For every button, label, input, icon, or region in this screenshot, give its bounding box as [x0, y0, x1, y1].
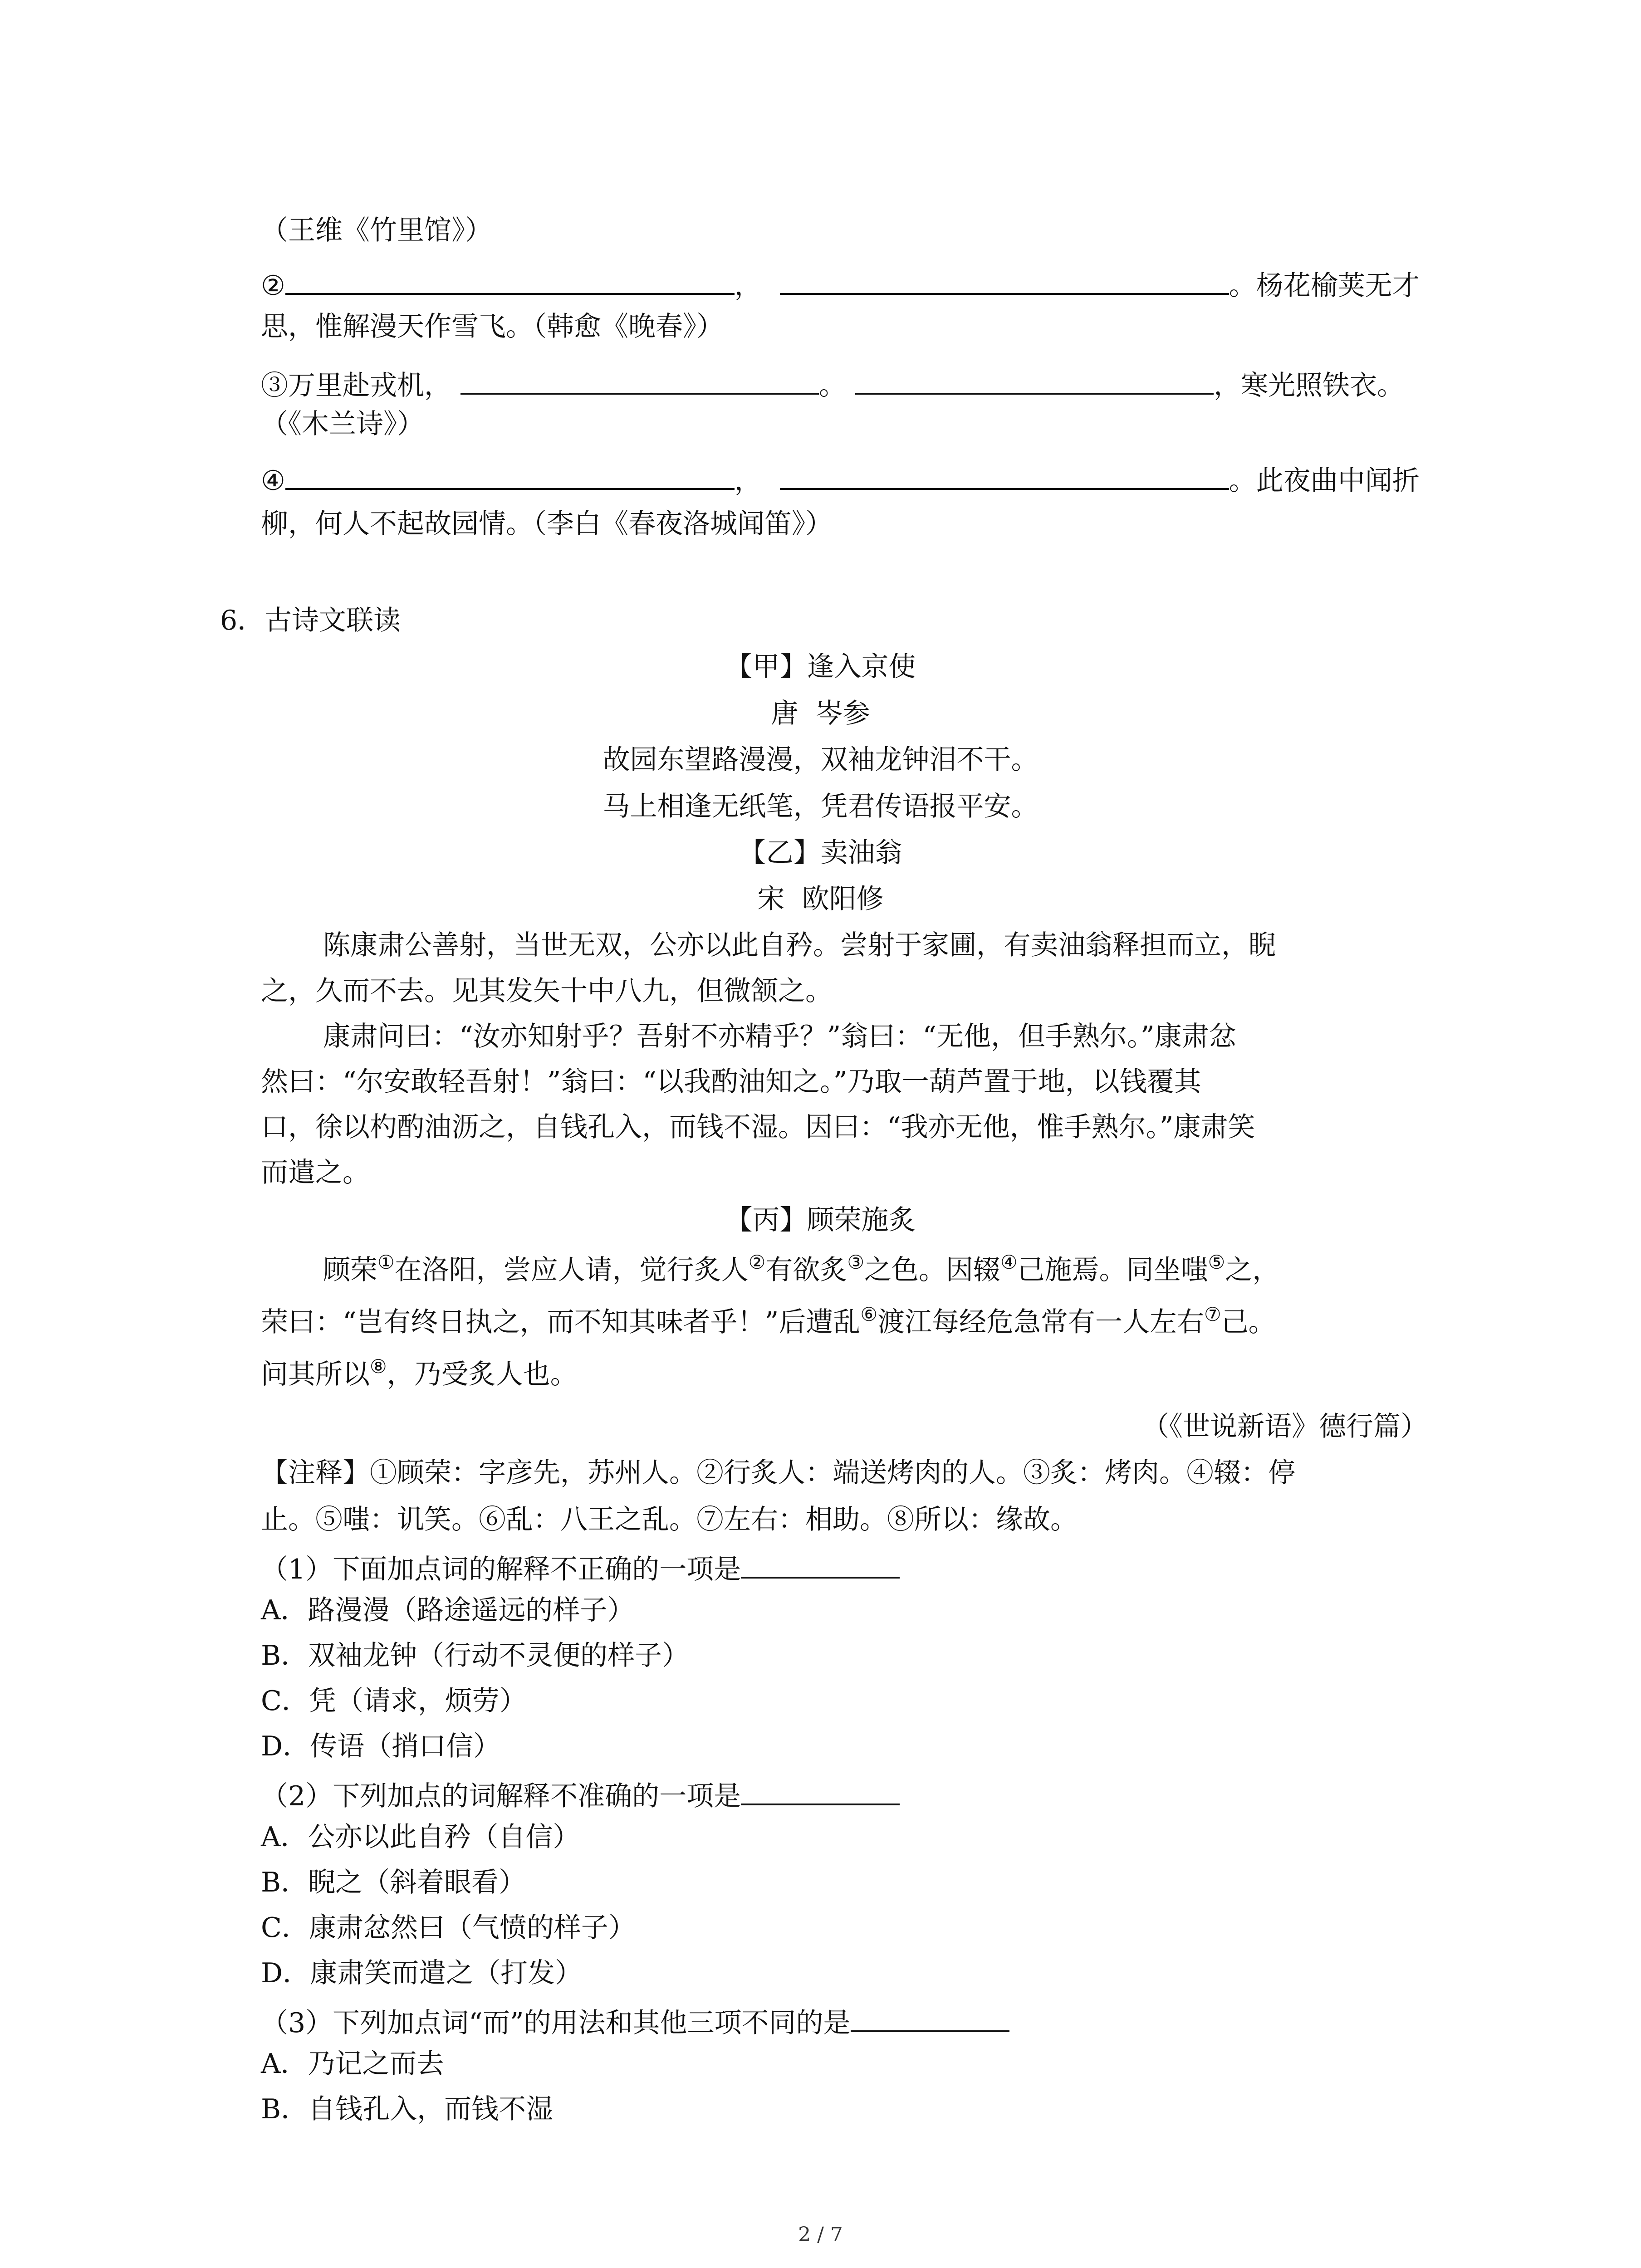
text-bing-line: 问其所以⑧，乃受炙人也。	[261, 1355, 578, 1390]
question-heading: 6．古诗文联读	[220, 605, 401, 636]
fill-blank[interactable]	[285, 463, 735, 490]
poem-jia-author: 唐 岑参	[771, 698, 870, 729]
annotation-line: 【注释】①顾荣：字彦先，苏州人。②行炙人：端送烤肉的人。③炙：烤肉。④辍：停	[261, 1457, 1295, 1489]
fill-blank[interactable]	[780, 463, 1229, 490]
poem-line-6: ④ ， 。此夜曲中闻折	[261, 463, 1420, 494]
fill-blank[interactable]	[780, 268, 1229, 295]
text-bing-line: 顾荣①在洛阳，尝应人请，觉行炙人②有欲炙③之色。因辍④己施焉。同坐嗤⑤之，	[323, 1251, 1280, 1286]
option-b: B．自钱孔入，而钱不湿	[261, 2093, 554, 2125]
text-yi-line: 陈康肃公善射，当世无双，公亦以此自矜。尝射于家圃，有卖油翁释担而立，睨	[323, 929, 1276, 961]
option-d: D．康肃笑而遣之（打发）	[261, 1957, 583, 1989]
fill-blank[interactable]	[460, 367, 819, 395]
option-b: B．睨之（斜着眼看）	[261, 1867, 526, 1898]
fill-blank[interactable]	[855, 367, 1214, 395]
text-yi-line: 之，久而不去。见其发矢十中八九，但微颔之。	[261, 975, 833, 1007]
text-yi-title: 【乙】卖油翁	[739, 837, 902, 869]
poem-line-4: ③万里赴戎机， 。 ，寒光照铁衣。	[261, 367, 1404, 399]
option-a: A．路漫漫（路途遥远的样子）	[261, 1594, 635, 1626]
page-number: 2 / 7	[798, 2223, 843, 2246]
text-yi-line: 然曰：“尔安敢轻吾射！”翁曰：“以我酌油知之。”乃取一葫芦置于地，以钱覆其	[261, 1066, 1201, 1098]
subquestion-1-stem: （1）下面加点词的解释不正确的一项是	[261, 1551, 900, 1583]
poem-line-1: （王维《竹里馆》）	[261, 215, 492, 246]
text-yi-author: 宋 欧阳修	[757, 883, 884, 915]
poem-jia-line: 马上相逢无纸笔，凭君传语报平安。	[603, 791, 1038, 822]
poem-jia-title: 【甲】逢入京使	[725, 651, 916, 683]
option-a: A．乃记之而去	[261, 2048, 444, 2080]
poem-line-2: ② ， 。杨花榆荚无才	[261, 268, 1420, 299]
subquestion-3-stem: （3）下列加点词“而”的用法和其他三项不同的是	[261, 2005, 1009, 2037]
poem-line-3: 思，惟解漫天作雪飞。（韩愈《晚春》）	[261, 311, 724, 342]
subquestion-2-stem: （2）下列加点的词解释不准确的一项是	[261, 1778, 900, 1810]
option-d: D．传语（捎口信）	[261, 1730, 501, 1762]
text-bing-title: 【丙】顾荣施炙	[725, 1204, 916, 1236]
option-c: C．康肃忿然曰（气愤的样子）	[261, 1912, 636, 1944]
fill-blank[interactable]	[285, 268, 735, 295]
option-a: A．公亦以此自矜（自信）	[261, 1821, 580, 1853]
text-yi-line: 而遣之。	[261, 1157, 370, 1188]
text-bing-line: 荣曰：“岂有终日执之，而不知其味者乎！”后遭乱⑥渡江每经危急常有一人左右⑦己。	[261, 1303, 1276, 1338]
answer-blank[interactable]	[741, 1551, 900, 1579]
text-bing-source: （《世说新语》德行篇）	[1142, 1411, 1428, 1442]
option-c: C．凭（请求，烦劳）	[261, 1685, 527, 1717]
answer-blank[interactable]	[851, 2005, 1009, 2032]
text-yi-line: 康肃问曰：“汝亦知射乎？吾射不亦精乎？”翁曰：“无他，但手熟尔。”康肃忿	[323, 1021, 1236, 1052]
poem-jia-line: 故园东望路漫漫，双袖龙钟泪不干。	[603, 744, 1038, 776]
annotation-line: 止。⑤嗤：讥笑。⑥乱：八王之乱。⑦左右：相助。⑧所以：缘故。	[261, 1504, 1078, 1535]
text-yi-line: 口，徐以杓酌油沥之，自钱孔入，而钱不湿。因曰：“我亦无他，惟手熟尔。”康肃笑	[261, 1111, 1255, 1143]
poem-line-5: （《木兰诗》）	[261, 408, 424, 440]
poem-line-7: 柳，何人不起故园情。（李白《春夜洛城闻笛》）	[261, 508, 833, 540]
option-b: B．双袖龙钟（行动不灵便的样子）	[261, 1640, 690, 1672]
answer-blank[interactable]	[741, 1778, 900, 1805]
